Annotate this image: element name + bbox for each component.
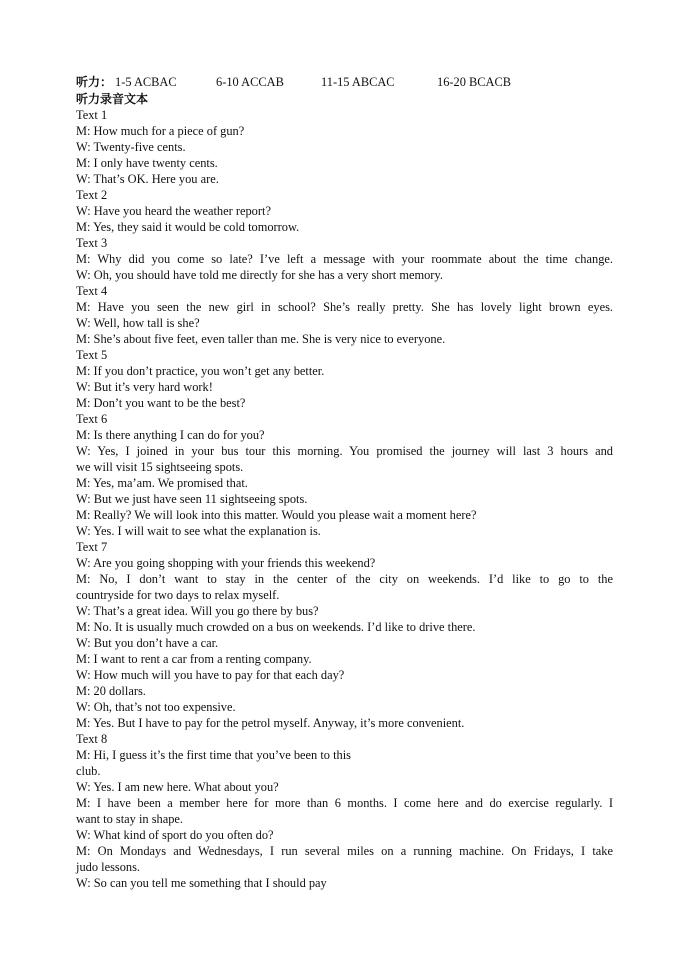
transcript-line: W: What kind of sport do you often do? [76,828,274,842]
text-heading: Text 3 [76,236,108,250]
text-heading: Text 2 [76,188,108,202]
transcript-line: W: So can you tell me something that I should pay [76,876,327,890]
transcript-line: W: Well, how tall is she? [76,316,200,330]
text-heading: Text 5 [76,348,108,362]
transcript-line: W: But it’s very hard work! [76,380,213,394]
transcript-line: W: That’s OK. Here you are. [76,172,219,186]
document-content [76,74,613,891]
transcript-line: M: I want to rent a car from a renting company. [76,652,312,666]
transcript-line: M: Why did you come so late? I’ve left a message with your roommate about the time change. [76,252,613,266]
transcript-line: M: I only have twenty cents. [76,156,218,170]
answer-key-label: 听力： [76,75,113,89]
text-heading: Text 8 [76,732,108,746]
transcript-line: W: But we just have seen 11 sightseeing spots. [76,492,308,506]
transcript-line: W: Yes, I joined in your bus tour this morning. You promised the journey will last 3 hours and [76,444,613,458]
transcript-body [76,107,613,891]
transcript-line: we will visit 15 sightseeing spots. [76,460,244,474]
transcript-line: W: Have you heard the weather report? [76,204,271,218]
text-heading: Text 6 [76,412,108,426]
transcript-line: W: Yes. I am new here. What about you? [76,780,279,794]
text-heading: Text 7 [76,540,108,554]
transcript-line: M: How much for a piece of gun? [76,124,245,138]
transcript-line: M: 20 dollars. [76,684,146,698]
transcript-line: M: Really? We will look into this matter. Would you please wait a moment here? [76,508,477,522]
transcript-line: countryside for two days to relax myself. [76,588,280,602]
answer-group-4: 16-20 BCACB [437,75,512,89]
transcript-line: M: If you don’t practice, you won’t get any better. [76,364,325,378]
transcript-line: W: But you don’t have a car. [76,636,219,650]
transcript-line: M: Don’t you want to be the best? [76,396,246,410]
transcript-line: M: Hi, I guess it’s the first time that you’ve been to this [76,748,351,762]
answer-group-2: 6-10 ACCAB [216,75,284,89]
transcript-line: M: Yes, ma’am. We promised that. [76,476,248,490]
transcript-line: W: Twenty-five cents. [76,140,186,154]
transcript-line: M: Have you seen the new girl in school? She’s really pretty. She has lovely light brown eyes. [76,300,613,314]
transcript-line: W: Are you going shopping with your friends this weekend? [76,556,376,570]
transcript-line: judo lessons. [76,860,141,874]
transcript-line: M: No, I don’t want to stay in the center of the city on weekends. I’d like to go to the [76,572,613,586]
transcript-line: W: How much will you have to pay for that each day? [76,668,345,682]
transcript-line: M: Yes, they said it would be cold tomorrow. [76,220,300,234]
answer-key-row [76,74,613,91]
answer-group-3: 11-15 ABCAC [321,75,395,89]
text-heading: Text 4 [76,284,108,298]
answer-group-1: 1-5 ACBAC [115,75,177,89]
transcript-line: M: No. It is usually much crowded on a bus on weekends. I’d like to drive there. [76,620,476,634]
transcript-line: M: I have been a member here for more than 6 months. I come here and do exercise regularly. I [76,796,613,810]
transcript-title: 听力录音文本 [76,92,149,106]
transcript-line: want to stay in shape. [76,812,184,826]
transcript-line: W: Oh, that’s not too expensive. [76,700,236,714]
transcript-line: W: Oh, you should have told me directly for she has a very short memory. [76,268,443,282]
transcript-line: W: Yes. I will wait to see what the explanation is. [76,524,321,538]
transcript-line: M: On Mondays and Wednesdays, I run several miles on a running machine. On Fridays, I take [76,844,613,858]
transcript-line: M: She’s about five feet, even taller than me. She is very nice to everyone. [76,332,446,346]
transcript-line: W: That’s a great idea. Will you go there by bus? [76,604,319,618]
transcript-line: M: Is there anything I can do for you? [76,428,265,442]
text-heading: Text 1 [76,108,108,122]
transcript-line: club. [76,764,101,778]
transcript-line: M: Yes. But I have to pay for the petrol myself. Anyway, it’s more convenient. [76,716,465,730]
